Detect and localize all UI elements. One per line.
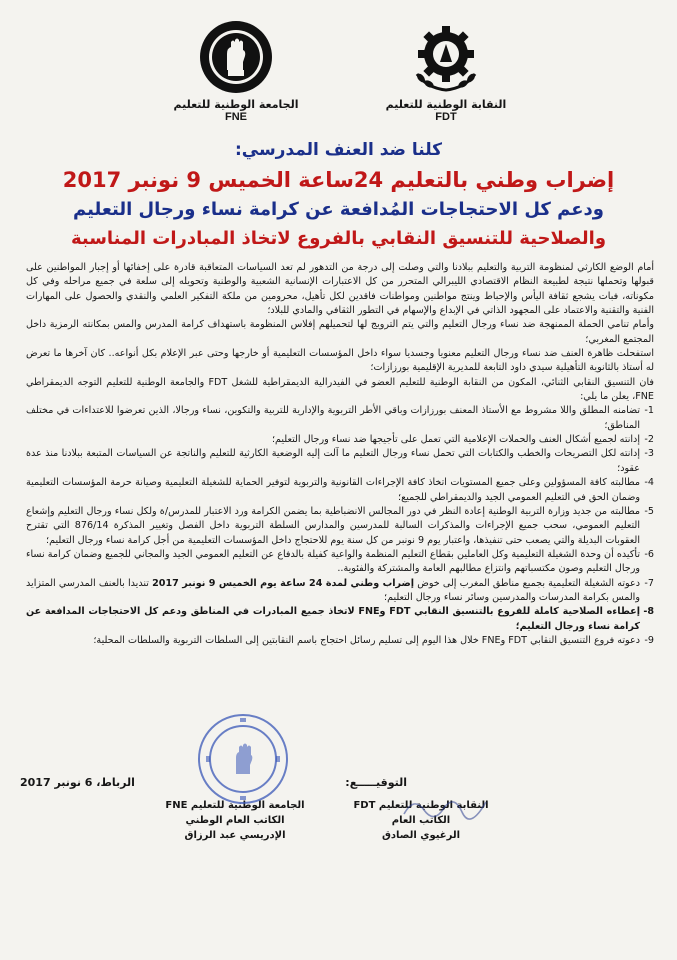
fdt-signatory-name: الرغيوي الصادق [381, 830, 461, 841]
item-text: مطالبته من جديد وزارة التربية الوطنية إعادة النظر في دور المجالس الانضباطية بما يضمن الكرامة ورد الاعتبار للمدرس/ة ولكل نساء ورجال التعليم وإشعاع التعليم العمومي، سحب جميع الإجراءات والمذكرات السالبة للمدرسين والمدارس السلطة التربوية داخل الفصل وتغيير المذكرة 876/14 التي تقترح العقوبات البديلة والتي يصعب حتى تنفيذها، واعتبار يوم 9 نونبر من كل سنة يوم للاحتجاج داخل المؤسسات التعليمية من أجل كرامة نساء ورجال التعليم؛ [26, 505, 641, 546]
intro-paragraph: أمام الوضع الكارثي لمنظومة التربية والتعليم ببلادنا والتي وصلت إلى درجة من التدهور لم تعد السياسات المتعاقبة قادرة على إخفائها أو إجبار المواطنين على قبولها وتحملها نتيجة لطبيعة النظام الاقتصادي الليبرالي المتحرر من كل الاعتبارات الإنسانية الشعبية والوطنية وتحويله إلى سلعة في جميع مراحله وفي كل مكوناته، فبات يشجع ثقافة اليأس والإحباط وينتج مواطنين ومواطنات فاقدين لكل تأهيل، محرومين من ملكة التفكير العلمي والنقدي والحصول على المهارات الفنية والتقنية والاعتماد على المجهود الذاتي في الإبداع والإسهام في التطور الثقافي والمادي للبلاد؛ [26, 262, 654, 317]
item-number: 5- [644, 505, 654, 517]
list-item [26, 404, 654, 433]
signature-row [20, 776, 657, 796]
support-title: ودعم كل الاحتجاجات المُدافعة عن كرامة نساء ورجال التعليم [73, 199, 604, 220]
list-item [26, 433, 654, 447]
signature-date: الرباط، 6 نونبر 2017 [20, 776, 135, 789]
intro-paragraph: فان التنسيق النقابي الثنائي، المكون من النقابة الوطنية للتعليم العضو في الفيدرالية الديمقراطية للشغل FDT والجامعة الوطنية للتعليم التوجه الديمقراطي FNE، يعلن ما يلي: [26, 376, 654, 403]
mandate-title: والصلاحية للتنسيق النقابي بالفروع لاتخاذ المبادرات المناسبة [70, 228, 607, 249]
communique-body [26, 261, 654, 648]
organization-stamp-icon [196, 712, 290, 806]
gear-wheat-logo-icon [407, 18, 485, 96]
item-text: دعوته الشغيلة التعليمية بجميع مناطق المغرب إلى خوض [414, 577, 640, 589]
fdt-logo-block [346, 18, 546, 123]
fne-logo-block [136, 18, 336, 123]
item-text: تضامنه المطلق واللا مشروط مع الأستاذ المعنف بورزازات وباقي الأطر التربوية والإدارية للتربية والتكوين، نساء ورجالا، الذين تعرضوا للاعتداءات في مختلف المناطق؛ [26, 405, 640, 431]
item-text: تنديدا بالعنف المدرسي المتزايد والمس بكرامة المدرسات والمدرسين وسائر نساء ورجال التعليم؛ [26, 577, 640, 603]
fne-org-abbr: FNE [225, 111, 247, 123]
page-bottom-margin [0, 850, 677, 960]
item-number: 9- [644, 634, 654, 646]
item-number: 3- [644, 448, 654, 460]
raised-fist-logo-icon [197, 18, 275, 96]
fne-signatory-name: الإدريسي عبد الرزاق [184, 830, 286, 841]
fdt-org-abbr: FDT [435, 111, 457, 123]
fne-signatory-org: الجامعة الوطنية للتعليم FNE [165, 800, 305, 811]
item-number: 7- [644, 577, 654, 589]
fdt-org-name: النقابة الوطنية للتعليم [385, 98, 507, 111]
item-text: إدانته لجميع أشكال العنف والحملات الإعلامية التي تعمل على تأجيجها ضد نساء ورجال التعليم؛ [271, 434, 640, 446]
item-text: إدانته لكل التصريحات والخطب والكتابات التي تحمل نساء ورجال التعليم ما آلت إليه الوضعية الكارثية للتعليم والناتجة عن السياسات المتبعة ببلادنا منذ عدة عقود؛ [26, 448, 640, 474]
list-item [26, 476, 654, 505]
strike-title: إضراب وطني بالتعليم 24ساعة الخميس 9 نونبر 2017 [62, 168, 615, 192]
signature-label: التوقيـــــع: [345, 776, 407, 789]
strike-emphasis: إضراب وطني لمدة 24 ساعة يوم الخميس 9 نونبر 2017 [152, 577, 415, 589]
item-text: إعطاءه الصلاحية كاملة للفروع بالتنسيق النقابي FDT وFNE لاتخاذ جميع المبادرات في المناطق ودعم كل الاحتجاجات المدافعة عن كرامة نساء ورجال التعليم؛ [26, 606, 641, 632]
intro-paragraph: وأمام تنامي الحملة الممنهجة ضد نساء ورجال التعليم والتي يتم الترويج لها لتحميلهم إفلاس المنظومة باستهداف كرامة المدرس والمس بمكانته الرمزية داخل المجتمع المغربي؛ [26, 319, 654, 345]
item-number: 8- [643, 606, 654, 618]
subtitle-heading: كلنا ضد العنف المدرسي: [234, 140, 443, 160]
list-item [26, 577, 654, 606]
fne-signatory-title: الكاتب العام الوطني [185, 815, 285, 826]
item-number: 4- [644, 477, 654, 489]
list-item [26, 447, 654, 476]
list-item [26, 548, 654, 577]
item-text: دعوته فروع التنسيق النقابي FDT وFNE خلال هذا اليوم إلى تسليم رسائل احتجاج باسم النقابتين إلى السلطات التربوية والسلطات المحلية؛ [93, 634, 640, 646]
item-number: 6- [644, 548, 654, 560]
list-item [26, 634, 654, 648]
list-item [26, 505, 654, 548]
fne-org-name: الجامعة الوطنية للتعليم [173, 98, 299, 111]
item-number: 1- [644, 405, 654, 417]
list-item [26, 605, 654, 634]
demands-list [26, 404, 654, 648]
fdt-signatory-title: الكاتب العام [391, 815, 451, 826]
intro-paragraph: استفحلت ظاهرة العنف ضد نساء ورجال التعليم معنويا وجسديا سواء داخل المؤسسات التعليمية أو خارجها وحتى عبر الإعلام بكل أنواعه.. كان آخرها ما تعرض له أستاذ بالثانوية التأهيلية سيدي داود التابعة للمديرية الإقليمية بورزازات؛ [26, 348, 654, 374]
item-text: تأكيده أن وحدة الشغيلة التعليمية وكل العاملين بقطاع التعليم المنظمة والواعية كفيلة بالدفاع عن التعليم العمومي الجيد والمجاني للجميع وضمان كرامة نساء ورجال التعليم وصون مكتسباتهم وانتزاع مطالبهم العامة والمشتركة والفئوية.. [26, 548, 640, 575]
fdt-signatory-org: النقابة الوطنية للتعليم FDT [353, 800, 489, 811]
item-number: 2- [644, 434, 654, 446]
handwritten-signature-icon [400, 790, 490, 824]
item-text: مطالبته كافة المسؤولين وعلى جميع المستويات اتخاذ كافة الإجراءات القانونية والتربوية لتوفير الحماية للشغيلة التعليمية وصيانة حرمة المؤسسات التعليمية وضمان الحق في التعليم العمومي الجيد والديمقراطي للجميع؛ [26, 477, 640, 503]
